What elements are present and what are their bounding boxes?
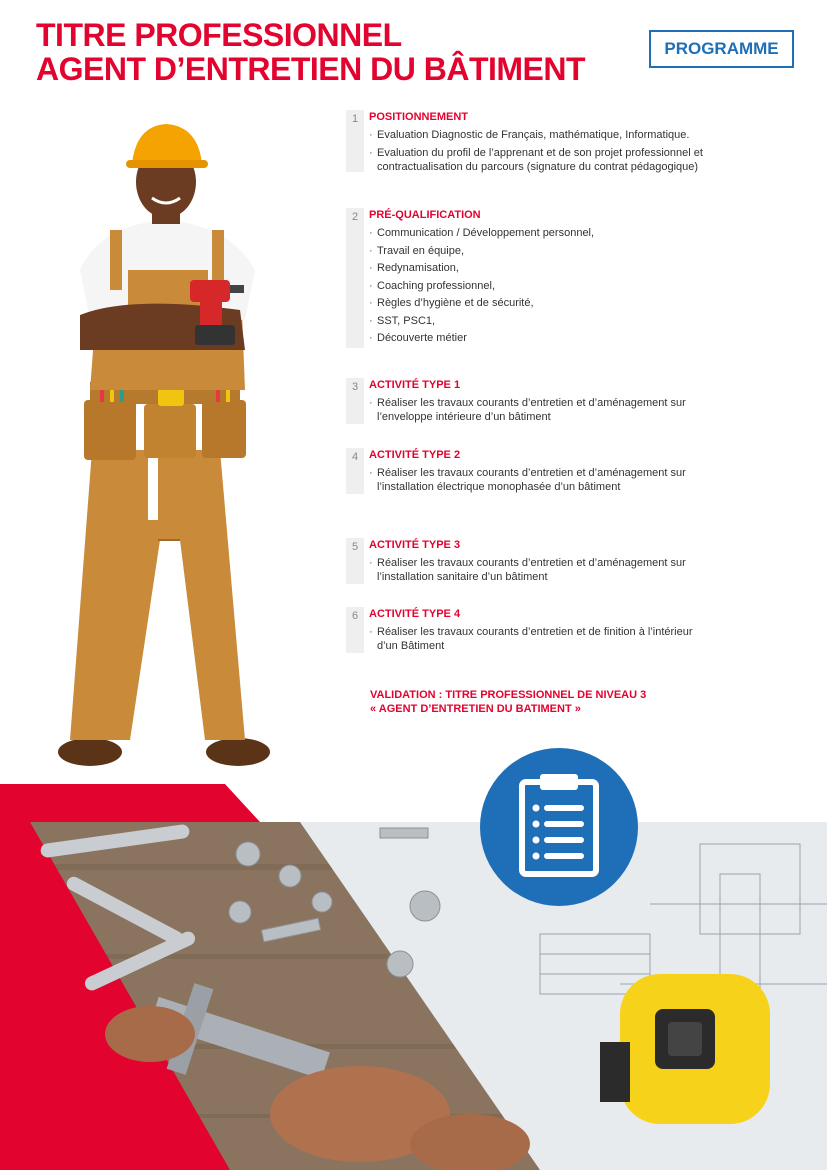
step-title: ACTIVITÉ TYPE 3 (369, 539, 461, 551)
page-title (36, 18, 585, 86)
step-item: · Réaliser les travaux courants d’entretien et d’aménagement sur l’enveloppe intérieure d’un bâtiment (369, 396, 732, 424)
step-item: · Réaliser les travaux courants d’entretien et d’aménagement sur l’installation électrique monophasée d’un bâtiment (369, 466, 732, 494)
step-number: 3 (346, 378, 364, 424)
step-number: 1 (346, 110, 364, 172)
step-title: PRÉ-QUALIFICATION (369, 209, 481, 221)
title-line-2: AGENT D’ENTRETIEN DU BÂTIMENT (36, 51, 586, 87)
clipboard-checklist-icon (480, 748, 638, 906)
step-item: · Evaluation du profil de l’apprenant et de son projet professionnel et contractualisation du parcours (signature du contrat pédagogique) (369, 146, 777, 174)
step-number: 5 (346, 538, 364, 584)
step-number: 4 (346, 448, 364, 494)
step-item: · Evaluation Diagnostic de Français, mathématique, Informatique. (369, 128, 799, 142)
validation-text (370, 688, 646, 716)
step-title: ACTIVITÉ TYPE 2 (369, 449, 461, 461)
step-item: · Règles d’hygiène et de sécurité, (369, 296, 799, 310)
worker-photo (40, 120, 310, 780)
step-item: · Coaching professionnel, (369, 279, 799, 293)
validation-line-2: « AGENT D’ENTRETIEN DU BATIMENT » (370, 703, 581, 715)
step-item: · Réaliser les travaux courants d’entretien et de finition à l’intérieur d’un Bâtiment (369, 625, 697, 653)
validation-line-1: VALIDATION : TITRE PROFESSIONNEL DE NIVEAU 3 (370, 689, 647, 701)
step-item: · Réaliser les travaux courants d’entretien et d’aménagement sur l’installation sanitaire d’un bâtiment (369, 556, 717, 584)
step-title: ACTIVITÉ TYPE 1 (369, 379, 461, 391)
step-item: · Communication / Développement personnel, (369, 226, 799, 240)
step-item: · SST, PSC1, (369, 314, 799, 328)
step-item: · Redynamisation, (369, 261, 799, 275)
title-line-1: TITRE PROFESSIONNEL (36, 17, 402, 53)
step-title: POSITIONNEMENT (369, 111, 469, 123)
step-number: 6 (346, 607, 364, 653)
step-number: 2 (346, 208, 364, 348)
programme-badge: PROGRAMME (649, 30, 794, 68)
step-item: · Découverte métier (369, 331, 799, 345)
step-item: · Travail en équipe, (369, 244, 799, 258)
step-title: ACTIVITÉ TYPE 4 (369, 608, 461, 620)
tools-photo (0, 784, 827, 1170)
